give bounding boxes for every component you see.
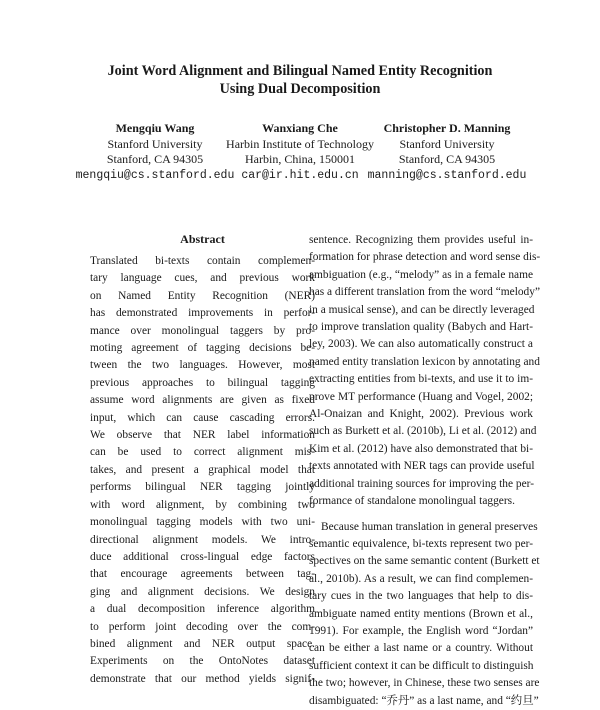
text-line: tween the two languages. However, most [90,359,315,372]
author-email: car@ir.hit.edu.cn [241,168,359,182]
text-line: sentence. Recognizing them provides useful in- [309,234,533,246]
text-line: Experiments on the OntoNotes dataset [90,655,315,668]
text-line: in a musical sense), and can be directly leveraged [309,303,535,316]
author-affiliation: Stanford University [107,136,203,151]
intro-paragraph-1 [309,232,541,511]
text-line: Because human translation in general preserves [321,520,538,533]
text-line: spectives on the same semantic content (Burkett et [309,555,540,568]
text-line: to improve translation quality (Babych and Hart- [309,321,533,334]
text-line: such as Burkett et al. (2010b), Li et al. (2012) and [309,425,537,438]
title-line-2: Using Dual Decomposition [219,81,381,97]
text-line: previous approaches to bilingual tagging [90,376,315,389]
text-line: We observe that NER label information [90,429,315,442]
text-line: monolingual tagging models with two uni- [90,516,315,529]
author-name: Wanxiang Che [262,121,338,135]
text-line: semantic equivalence, bi-texts represent two per- [309,537,533,550]
text-line: prove MT performance (Huang and Vogel, 2002; [309,390,533,403]
paper-title [0,62,600,98]
text-line: additional training sources for improving the per- [309,477,534,490]
text-line: ley, 2003). We can also automatically construct a [309,338,533,351]
title-line-1: Joint Word Alignment and Bilingual Named Entity Recognition [107,63,493,79]
text-line: sufficient context it can be difficult to distinguish [309,659,534,672]
text-line: Translated bi-texts contain complemen- [90,255,315,267]
text-line: texts annotated with NER tags can provide useful [309,460,535,473]
text-line: ambiguation (e.g., “melody” as in a female name [309,268,533,281]
text-line: to perform joint decoding over the com- [90,620,315,633]
author-name: Mengqiu Wang [115,121,195,135]
text-line: a dual decomposition inference algorithm [90,603,315,616]
text-line: with word alignment, by combining two [90,498,315,511]
author-3 [357,121,537,183]
text-line: Kim et al. (2012) have also demonstrated that bi- [309,442,533,455]
left-column [90,232,315,688]
text-line: formance of standalone monolingual taggers. [309,495,515,508]
author-location: Stanford, CA 94305 [106,152,204,166]
abstract-heading: Abstract [180,232,225,246]
author-email: mengqiu@cs.stanford.edu [75,168,235,182]
author-affiliation: Stanford University [399,136,495,151]
text-line: disambiguated: “乔丹” as a last name, and “约旦” [309,694,539,707]
text-line: tary cues in the two languages that help to dis- [309,590,533,603]
right-column [309,232,541,710]
text-line: assume word alignments are given as fixed [90,394,315,407]
text-line: tary language cues, and previous work [90,272,315,285]
text-line: named entity translation lexicon by annotating and [309,355,540,368]
text-line: that encourage agreements between tag- [90,568,315,581]
text-line: formation for phrase detection and word sense dis- [309,251,541,264]
text-line: al., 2010b). As a result, we can find complemen- [309,572,533,585]
intro-paragraph-2 [309,519,540,710]
text-line: directional alignment models. We intro- [90,533,315,546]
text-line: 1991). For example, the English word “Jordan” [309,624,533,637]
text-line: ging and alignment decisions. We design [90,585,315,598]
text-line: performs bilingual NER tagging jointly [90,481,315,494]
author-name: Christopher D. Manning [383,121,511,135]
text-line: takes, and present a graphical model that [90,463,315,476]
author-location: Harbin, China, 150001 [245,152,355,166]
text-line: on Named Entity Recognition (NER) [90,289,315,302]
text-line: bined alignment and NER output space. [90,637,315,650]
text-line: can be either a last name or a country. Without [309,642,533,655]
author-location: Stanford, CA 94305 [398,152,496,166]
author-affiliation: Harbin Institute of Technology [226,136,374,151]
text-line: has demonstrated improvements in perfor- [90,307,315,320]
abstract-text [90,253,315,688]
text-line: Al-Onaizan and Knight, 2002). Previous work [309,408,533,421]
text-line: can be used to correct alignment mis- [90,446,315,459]
text-line: mance over monolingual taggers by pro- [90,324,315,337]
text-line: the two; however, in Chinese, these two senses are [309,677,540,690]
author-email: manning@cs.stanford.edu [367,168,527,182]
text-line: has a different translation from the word “melody” [309,286,541,299]
text-line: demonstrate that our method yields signif- [90,672,315,685]
text-line: moting agreement of tagging decisions be- [90,342,315,355]
text-line: ambiguate named entity mentions (Brown et al., [309,607,533,620]
text-line: duce additional cross-lingual edge factors [90,550,315,563]
text-line: extracting entities from bi-texts, and use it to im- [309,373,533,386]
text-line: input, which can cause cascading errors. [90,411,315,424]
